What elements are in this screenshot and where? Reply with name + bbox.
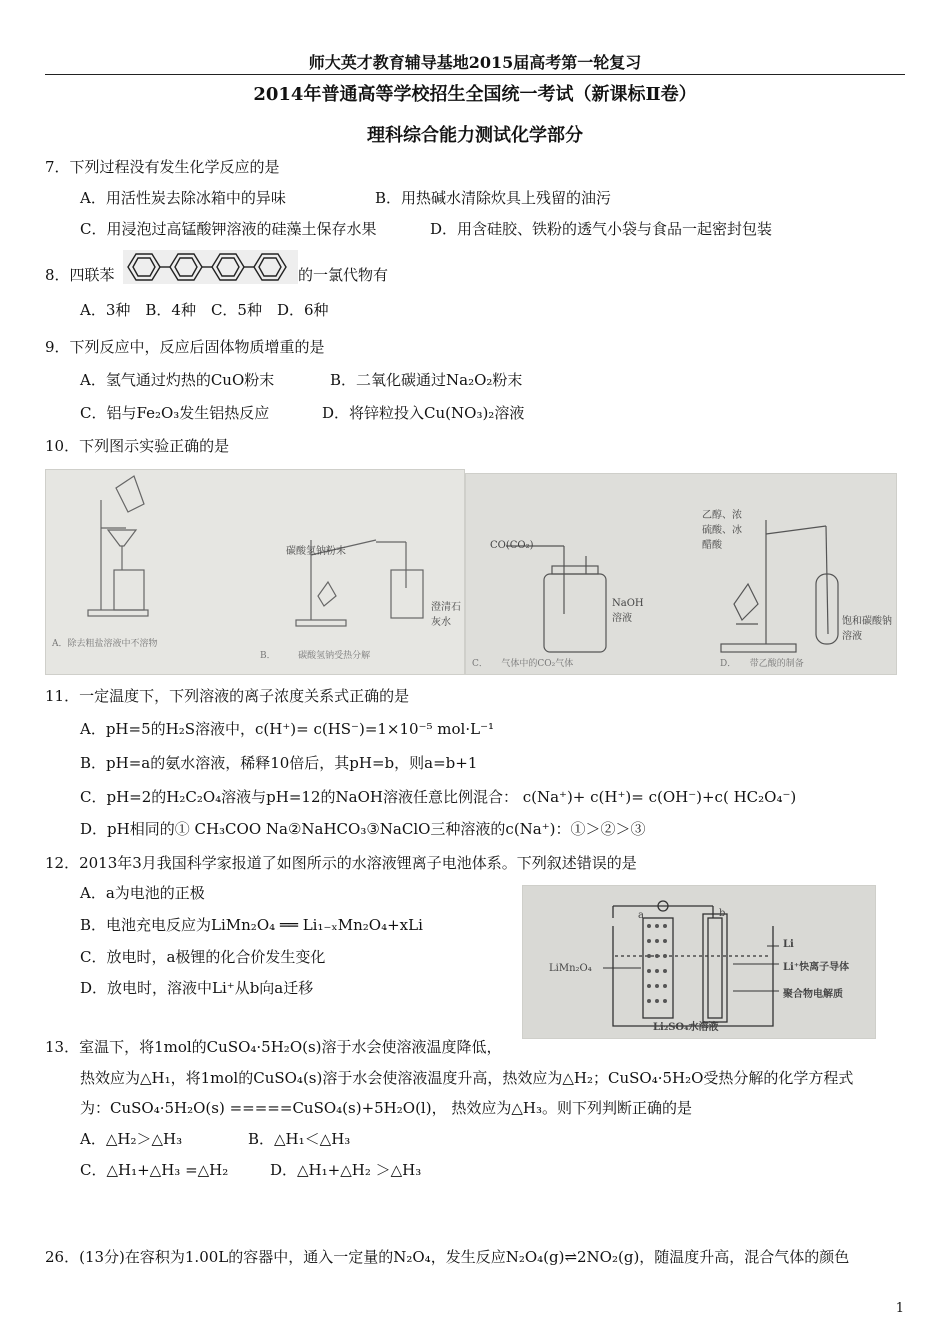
fig-c-gas: CO(CO₂): [490, 540, 534, 551]
q13-option-a: A．△H₂＞△H₃: [80, 1130, 183, 1148]
q8-stem-pre: 8．四联苯: [45, 266, 115, 284]
q8-options: A．3种 B．4种 C．5种 D．6种: [80, 301, 329, 319]
fig-d-caption: D． 带乙酸的制备: [720, 659, 804, 669]
fig-c-caption: C． 气体中的CO₂气体: [472, 659, 574, 669]
battery-label-a: a: [638, 910, 644, 921]
fig-b-label: 碳酸氢钠粉末: [286, 546, 346, 557]
q12-option-d: D．放电时，溶液中Li⁺从b向a迁移: [80, 979, 314, 997]
battery-label-li: Li: [783, 939, 794, 950]
q11-option-b: B．pH=a的氨水溶液，稀释10倍后，其pH=b，则a=b+1: [80, 754, 478, 772]
fig-d-label: 乙醇、浓硫酸、冰醋酸: [702, 510, 742, 551]
q7-stem: 7．下列过程没有发生化学反应的是: [45, 158, 280, 176]
q13-option-c: C．△H₁+△H₃ =△H₂: [80, 1161, 229, 1179]
header-top: 师大英才教育辅导基地2015届高考第一轮复习: [308, 53, 642, 72]
q10-figure-ab: [45, 469, 465, 675]
q7-option-d: D．用含硅胶、铁粉的透气小袋与食品一起密封包装: [430, 220, 773, 238]
battery-label-polymer: 聚合物电解质: [783, 989, 843, 1000]
q7-option-a: A．用活性炭去除冰箱中的异味: [80, 189, 286, 207]
q13-option-d: D．△H₁+△H₂ ＞△H₃: [270, 1161, 422, 1179]
q26-stem: 26．(13分)在容积为1.00L的容器中，通入一定量的N₂O₄，发生反应N₂O₄(g)⇌2NO₂(g)，随温度升高，混合气体的颜色: [45, 1248, 850, 1266]
header-rule: [45, 74, 905, 75]
q13-line2: 热效应为△H₁，将1mol的CuSO₄(s)溶于水会使溶液温度升高，热效应为△H₂；CuSO₄·5H₂O受热分解的化学方程式: [80, 1069, 854, 1087]
q11-option-c: C．pH=2的H₂C₂O₄溶液与pH=12的NaOH溶液任意比例混合： c(Na⁺)+ c(H⁺)= c(OH⁻)+c( HC₂O₄⁻): [80, 788, 797, 806]
fig-c-solution: NaOH溶液: [612, 598, 644, 624]
page-number: 1: [895, 1301, 904, 1316]
battery-label-b: b: [719, 908, 726, 919]
q13-option-b: B．△H₁＜△H₃: [248, 1130, 351, 1148]
q10-figure-cd: [465, 473, 897, 675]
q9-option-c: C．铝与Fe₂O₃发生铝热反应: [80, 404, 270, 422]
quaterphenyl-structure: [123, 250, 298, 284]
q7-option-c: C．用浸泡过高锰酸钾溶液的硅藻土保存水果: [80, 220, 377, 238]
q9-stem: 9．下列反应中，反应后固体物质增重的是: [45, 338, 325, 356]
q11-option-d: D．pH相同的① CH₃COO Na②NaHCO₃③NaClO三种溶液的c(Na⁺)：①＞②＞③: [80, 820, 646, 838]
q11-option-a: A．pH=5的H₂S溶液中，c(H⁺)= c(HS⁻)=1×10⁻⁵ mol·L⁻¹: [80, 720, 494, 738]
q10-stem: 10．下列图示实验正确的是: [45, 437, 230, 455]
q12-stem: 12．2013年3月我国科学家报道了如图所示的水溶液锂离子电池体系。下列叙述错误的是: [45, 854, 637, 872]
battery-label-conductor: Li⁺快离子导体: [783, 962, 850, 973]
q12-battery-figure: [522, 885, 876, 1039]
q12-option-a: A．a为电池的正极: [80, 884, 205, 902]
fig-b-caption: B． 碳酸氢钠受热分解: [260, 651, 371, 661]
fig-d-solution: 饱和碳酸钠溶液: [842, 616, 892, 642]
q9-option-a: A．氢气通过灼热的CuO粉末: [80, 371, 275, 389]
fig-b-water: 澄清石灰水: [431, 602, 461, 628]
exam-title: 2014年普通高等学校招生全国统一考试（新课标Ⅱ卷）: [253, 84, 697, 105]
q11-stem: 11．一定温度下，下列溶液的离子浓度关系式正确的是: [45, 687, 410, 705]
battery-label-limn2o4: LiMn₂O₄: [549, 963, 592, 974]
q12-option-c: C．放电时，a极锂的化合价发生变化: [80, 948, 326, 966]
q12-option-b: B．电池充电反应为LiMn₂O₄ ══ Li₁₋ₓMn₂O₄+xLi: [80, 916, 423, 934]
q13-stem: 13．室温下，将1mol的CuSO₄·5H₂O(s)溶于水会使溶液温度降低，: [45, 1038, 502, 1056]
q9-option-b: B．二氧化碳通过Na₂O₂粉末: [330, 371, 523, 389]
q8-stem-post: 的一氯代物有: [298, 266, 389, 284]
exam-subtitle: 理科综合能力测试化学部分: [367, 125, 583, 146]
q13-line3: 为：CuSO₄·5H₂O(s) =====CuSO₄(s)+5H₂O(l)， 热效应为△H₃。则下列判断正确的是: [80, 1099, 692, 1117]
q9-option-d: D．将锌粒投入Cu(NO₃)₂溶液: [322, 404, 525, 422]
battery-label-solution: Li₂SO₄水溶液: [653, 1022, 719, 1033]
fig-a-caption: A．除去粗盐溶液中不溶物: [52, 639, 158, 649]
q7-option-b: B．用热碱水清除炊具上残留的油污: [375, 189, 612, 207]
